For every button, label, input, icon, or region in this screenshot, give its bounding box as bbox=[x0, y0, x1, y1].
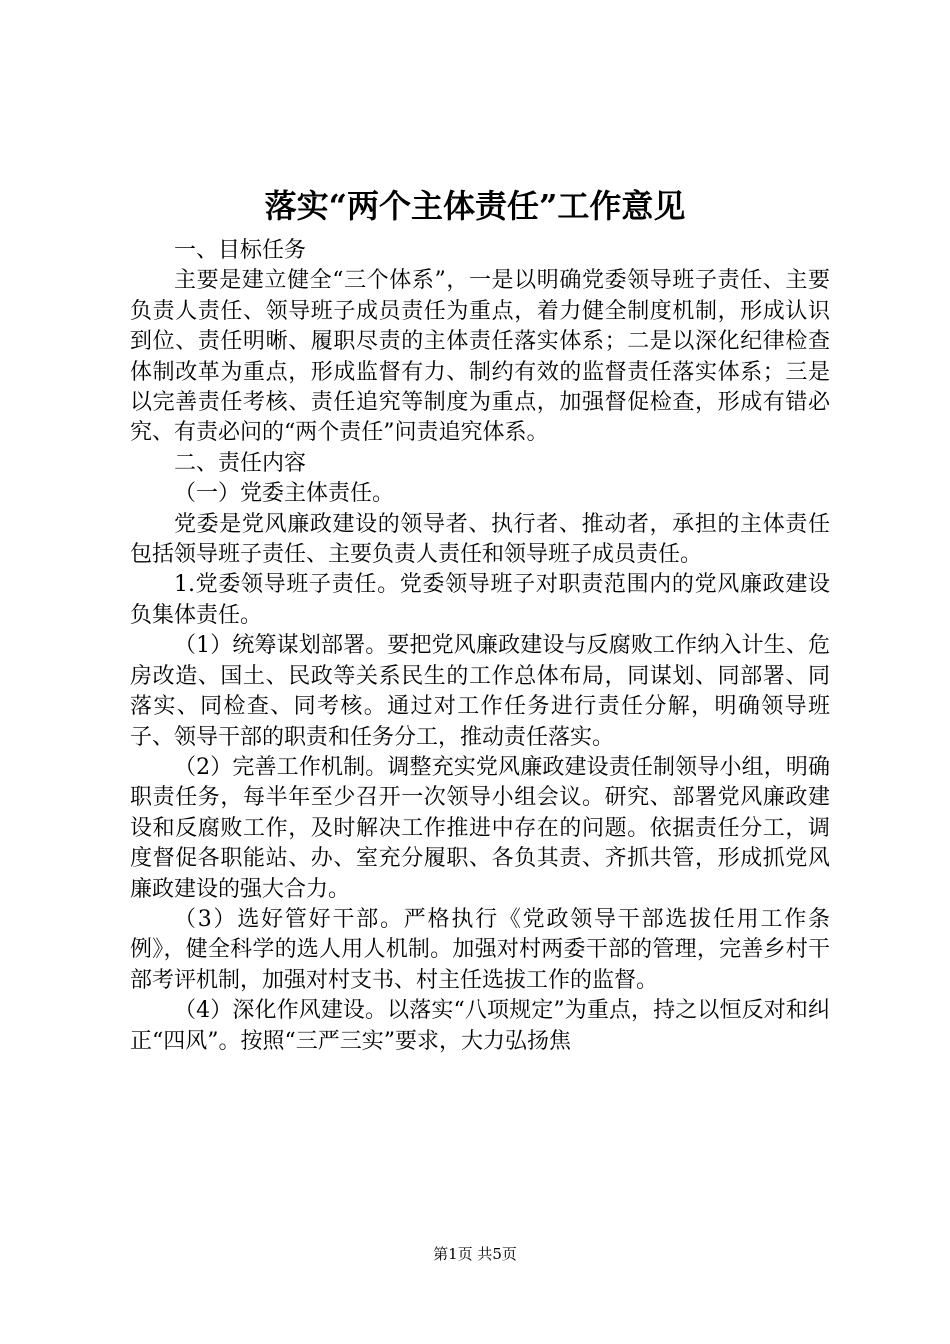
paragraph: 主要是建立健全“三个体系”，一是以明确党委领导班子责任、主要负责人责任、领导班子成员责任为重点，着力健全制度机制，形成认识到位、责任明晰、履职尽责的主体责任落实体系；二是以深化纪律检查体制改革为重点，形成监督有力、制约有效的监督责任落实体系；三是以完善责任考核、责任追究等制度为重点，加强督促检查，形成有错必究、有责必问的“两个责任”问责追究体系。 bbox=[130, 268, 830, 446]
paragraph: （4）深化作风建设。以落实“八项规定”为重点，持之以恒反对和纠正“四风”。按照“三严三实”要求，大力弘扬焦 bbox=[130, 998, 830, 1054]
paragraph: （3）选好管好干部。严格执行《党政领导干部选拔任用工作条例》，健全科学的选人用人机制。加强对村两委干部的管理，完善乡村干部考评机制，加强对村支书、村主任选拔工作的监督。 bbox=[130, 906, 830, 993]
document-title: 落实“两个主体责任”工作意见 bbox=[264, 187, 686, 225]
paragraph-subheading: （一）党委主体责任。 bbox=[174, 481, 395, 507]
document-body bbox=[130, 236, 830, 1057]
paragraph: 1.党委领导班子责任。党委领导班子对职责范围内的党风廉政建设负集体责任。 bbox=[130, 572, 830, 628]
paragraph-heading-2: 二、责任内容 bbox=[174, 450, 307, 476]
page-number-footer: 第1页 共5页 bbox=[433, 1245, 517, 1263]
paragraph-heading-1: 一、目标任务 bbox=[174, 238, 307, 263]
paragraph: （2）完善工作机制。调整充实党风廉政建设责任制领导小组，明确职责任务，每半年至少召开一次领导小组会议。研究、部署党风廉政建设和反腐败工作，及时解决工作推进中存在的问题。依据责任分工，调度督促各职能站、办、室充分履职、各负其责、齐抓共管，形成抓党风廉政建设的强大合力。 bbox=[130, 754, 830, 902]
paragraph: 党委是党风廉政建设的领导者、执行者、推动者，承担的主体责任包括领导班子责任、主要负责人责任和领导班子成员责任。 bbox=[130, 511, 830, 568]
paragraph: （1）统筹谋划部署。要把党风廉政建设与反腐败工作纳入计生、危房改造、国土、民政等关系民生的工作总体布局，同谋划、同部署、同落实、同检查、同考核。通过对工作任务进行责任分解，明确领导班子、领导干部的职责和任务分工，推动责任落实。 bbox=[130, 633, 830, 750]
